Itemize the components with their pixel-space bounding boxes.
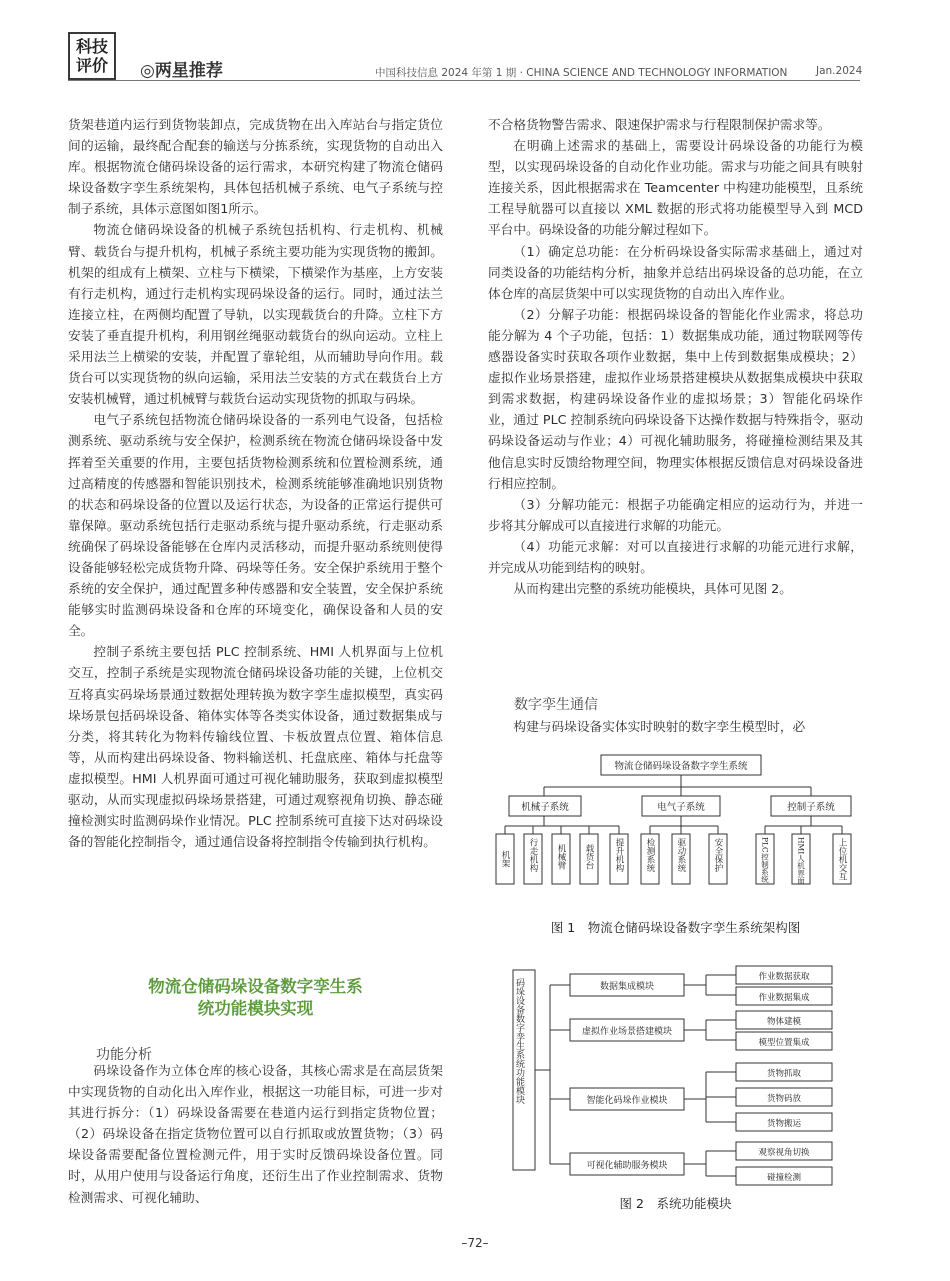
paragraph: （1）确定总功能：在分析码垛设备实际需求基础上，通过对同类设备的功能结构分析，抽象并总结出码垛设备的总功能，在立体仓库的高层货架中可以实现货物的自动出入库作业。 xyxy=(488,243,863,301)
fig2-module-label: 数据集成模块 xyxy=(599,982,655,992)
paragraph: 物流仓储码垛设备的机械子系统包括机构、行走机构、机械臂、载货台与提升机构，机械子系统主要功能为实现货物的搬卸。机架的组成有上横架、立柱与下横梁，下横梁作为基座，上方安装有行走机构，通过行走机构实现码垛设备的运行。同时，通过法兰连接立柱，在两侧均配置了导轨，以实现载货台的升降。立柱下方安装了垂直提升机构，利用钢丝绳驱动载货台的纵向运动。立柱上采用法兰上横梁的安装，并配置了靠轮组，从而辅助导向作用。载货台可以实现货物的纵向运输，采用法兰安装的方式在载货台上方安装机械臂，通过机械臂与载货台运动实现货物的抓取与码垛。 xyxy=(68,222,443,407)
fig2-item-label: 作业数据获取 xyxy=(758,972,810,982)
left-column xyxy=(68,114,443,852)
fig2-module-label: 虚拟作业场景搭建模块 xyxy=(581,1027,673,1037)
fig2-module-label: 可视化辅助服务模块 xyxy=(586,1161,668,1171)
issue-date: Jan.2024 xyxy=(816,65,863,77)
paragraph: 电气子系统包括物流仓储码垛设备的一系列电气设备，包括检测系统、驱动系统与安全保护，检测系统在物流仓储码垛设备中发挥着至关重要的作用，主要包括货物检测系统和位置检测系统，通过高精度的传感器和智能识别技术，检测系统能够准确地识别货物的状态和码垛设备的位置以及运行状态，为设备的正常运行提供可靠保障。驱动系统包括行走驱动系统与提升驱动系统，行走驱动系统确保了码垛设备能够在仓库内灵活移动，而提升驱动系统则使得设备能够轻松完成货物升降、码垛等任务。安全保护系统用于整个系统的安全保护，通过配置多种传感器和安全装置，安全保护系统能够实时监测码垛设备和仓库的环境变化，确保设备和人员的安全。 xyxy=(68,412,443,639)
fig2-module-label: 智能化码垛作业模块 xyxy=(586,1096,668,1106)
fig2-item-label: 货物搬运 xyxy=(766,1119,802,1129)
left-column-continued xyxy=(68,1060,443,1208)
section-title-line: 物流仓储码垛设备数字孪生系 xyxy=(148,977,363,996)
fig1-leaf-label: 机械臂 xyxy=(556,844,566,870)
subheading-function-analysis: 功能分析 xyxy=(96,1047,152,1063)
figure-2-function-modules xyxy=(488,956,863,1186)
fig1-leaf-label: 驱动系统 xyxy=(676,838,686,872)
paragraph: 码垛设备作为立体仓库的核心设备，其核心需求是在高层货架中实现货物的自动化出入库作业，根据这一功能目标，可进一步对其进行拆分：（1）码垛设备需要在巷道内运行到指定货物位置；（2）码垛设备在指定货物位置可以自行抓取或放置货物；（3）码垛设备需要配备位置检测元件，用于实时反馈码垛设备位置。同时，从用户使用与设备运行角度，还衍生出了作业控制需求、货物检测需求、可视化辅助、 xyxy=(68,1063,443,1205)
fig1-leaf-label: 安全保护 xyxy=(713,838,723,872)
logo-line-2: 评价 xyxy=(75,56,108,75)
fig1-group-label: 电气子系统 xyxy=(657,802,705,813)
figure-1-architecture-diagram xyxy=(488,746,863,896)
fig1-group-label: 控制子系统 xyxy=(787,802,835,813)
section-title xyxy=(68,976,443,1020)
paragraph: 不合格货物警告需求、限速保护需求与行程限制保护需求等。 xyxy=(488,117,831,132)
paragraph: 从而构建出完整的系统功能模块，具体可见图 2。 xyxy=(513,581,792,597)
fig1-group-label: 机械子系统 xyxy=(521,802,569,813)
fig2-item-label: 货物码放 xyxy=(766,1094,802,1104)
header-divider xyxy=(68,80,860,81)
section-tag: ◎两星推荐 xyxy=(140,61,223,81)
fig1-leaf-label: 提升机构 xyxy=(614,838,624,872)
journal-name: 中国科技信息 2024 年第 1 期 · CHINA SCIENCE AND TECHNOLOGY INFORMATION xyxy=(375,67,788,79)
journal-logo xyxy=(68,32,116,80)
fig1-leaf-label: 检测系统 xyxy=(645,838,655,872)
paragraph: （2）分解子功能：根据码垛设备的智能化作业需求，将总功能分解为 4 个子功能，包括：1）数据集成功能，通过物联网等传感器设备实时获取各项作业数据，集中上传到数据集成模块；2）虚拟作业场景搭建，虚拟作业场景搭建模块从数据集成模块中获取到需求数据，构建码垛设备作业的虚拟场景；3）智能化码垛作业，通过 PLC 控制系统向码垛设备下达操作数据与特殊指令，驱动码垛设备运动与作业；4）可视化辅助服务，将碰撞检测结果及其他信息实时反馈给物理空间，物理实体根据反馈信息对码垛设备进行相应控制。 xyxy=(488,306,863,491)
fig1-leaf-label: 载货台 xyxy=(584,844,594,870)
right-column xyxy=(488,114,863,599)
fig1-leaf-label: 上位机交互 xyxy=(837,838,847,881)
subheading-digital-twin-communication: 数字孪生通信 xyxy=(514,697,598,713)
fig1-leaf-label: 机架 xyxy=(500,850,510,868)
fig2-root-label: 码垛设备数字孪生系统功能模块 xyxy=(514,978,524,1104)
fig2-item-label: 货物抓取 xyxy=(766,1069,802,1079)
logo-line-1: 科技 xyxy=(75,37,108,56)
figure-1-caption: 图 1 物流仓储码垛设备数字孪生系统架构图 xyxy=(550,920,801,935)
right-column-continued xyxy=(488,716,863,737)
fig1-leaf-label: PLC控制系统 xyxy=(760,837,770,883)
figure-2-caption: 图 2 系统功能模块 xyxy=(619,1196,732,1211)
paragraph: 控制子系统主要包括 PLC 控制系统、HMI 人机界面与上位机交互，控制子系统是实现物流仓储码垛设备功能的关键，上位机交互将真实码垛场景通过数据处理转换为数字孪生虚拟模型，真实码垛场景包括码垛设备、箱体实体等各类实体设备，通过数据集成与分类，将其转化为物料传输线位置、卡板放置点位置、箱体信息等，从而构建出码垛设备、物料输送机、托盘底座、箱体与托盘等虚拟模型。HMI 人机界面可通过可视化辅助服务，获取到虚拟模型驱动，从而实现虚拟码垛场景搭建，可通过观察视角切换、静态碰撞检测实时监测码垛作业情况。PLC 控制系统可直接下达对码垛设备的智能化控制指令，通过通信设备将控制指令传输到执行机构。 xyxy=(68,644,443,850)
page-number: –72– xyxy=(461,1236,489,1250)
fig2-item-label: 作业数据集成 xyxy=(758,993,810,1003)
paragraph: 构建与码垛设备实体实时映射的数字孪生模型时，必 xyxy=(513,719,806,734)
fig1-leaf-label: 行走机构 xyxy=(528,838,538,872)
paragraph: 货架巷道内运行到货物装卸点，完成货物在出入库站台与指定货位间的运输，最终配合配套的输送与分拣系统，实现货物的自动出入库。根据物流仓储码垛设备的运行需求，本研究构建了物流仓储码垛设备数字孪生系统架构，具体包括机械子系统、电气子系统与控制子系统，具体示意图如图1所示。 xyxy=(68,117,443,217)
fig2-item-label: 物体建模 xyxy=(766,1017,802,1027)
paragraph: （3）分解功能元：根据子功能确定相应的运动行为，并进一步将其分解成可以直接进行求解的功能元。 xyxy=(488,496,863,533)
paragraph: 在明确上述需求的基础上，需要设计码垛设备的功能行为模型，以实现码垛设备的自动化作业功能。需求与功能之间具有映射连接关系，因此根据需求在 Teamcenter 中构建功能模型，且系统工程导航器可以直接以 XML 数据的形式将功能模型导入到 MCD 平台中。码垛设备的功能分解过程如下。 xyxy=(488,138,863,238)
fig2-item-label: 模型位置集成 xyxy=(758,1038,810,1048)
paragraph: （4）功能元求解：对可以直接进行求解的功能元进行求解，并完成从功能到结构的映射。 xyxy=(488,538,863,575)
fig1-leaf-label: HMI人机界面 xyxy=(796,837,806,885)
fig1-root-label: 物流仓储码垛设备数字孪生系统 xyxy=(614,761,748,772)
fig2-item-label: 碰撞检测 xyxy=(766,1173,802,1183)
section-title-line: 统功能模块实现 xyxy=(197,999,314,1018)
fig2-item-label: 观察视角切换 xyxy=(758,1148,810,1158)
